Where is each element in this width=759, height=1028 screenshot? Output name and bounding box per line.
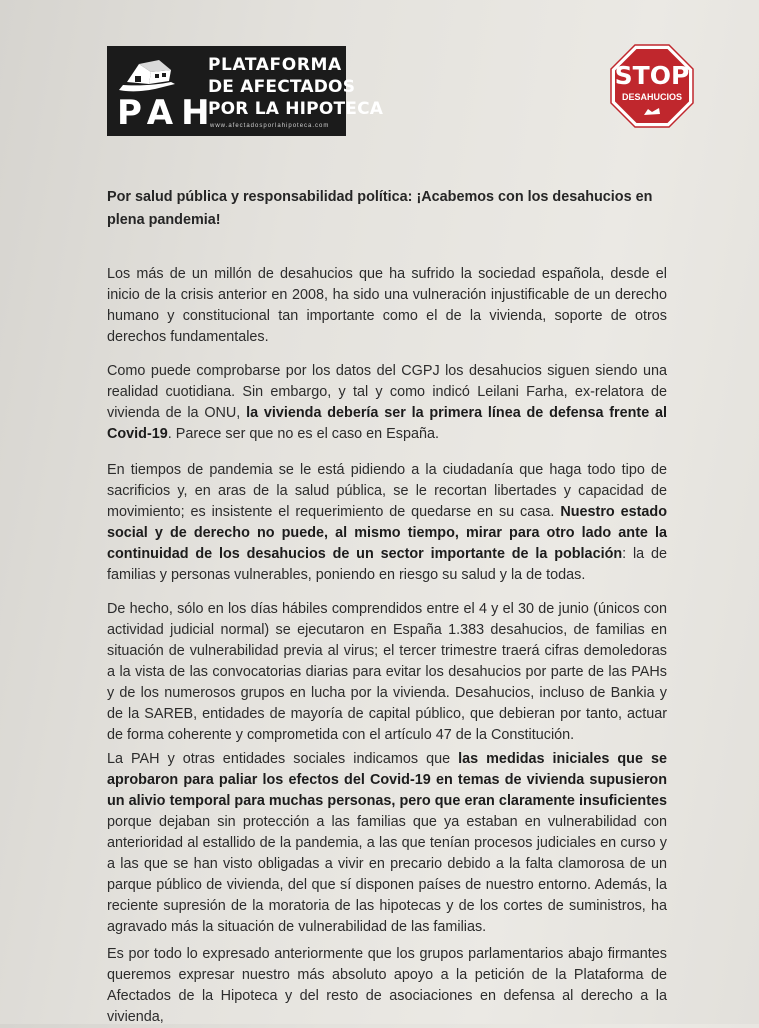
paragraph-3 — [107, 460, 667, 586]
paragraph-3-text-a: En tiempos de pandemia se le está pidiendo a la ciudadanía que haga todo tipo de sacrificios y, en aras de la salud pública, se le recortan libertades y capacidad de movimiento; es insistente el requerimiento de quedarse en su casa. — [107, 462, 667, 520]
logo-line-1: PLATAFORMA — [208, 55, 342, 75]
paragraph-2-text-c: . Parece ser que no es el caso en España. — [167, 426, 439, 442]
paragraph-3-bold: Nuestro estado social y de derecho no puede, al mismo tiempo, mirar para otro lado ante la continuidad de los desahucios de un sector importante de la población — [107, 504, 667, 562]
paragraph-6: Es por todo lo expresado anteriormente que los grupos parlamentarios abajo firmantes queremos expresar nuestro más absoluto apoyo a la petición de la Plataforma de Afectados de la Hipoteca y del resto de asociaciones en defensa al derecho a la vivienda, — [107, 946, 667, 1025]
logo-line-3: POR LA HIPOTECA — [208, 99, 384, 119]
paragraph-5-text-a: La PAH y otras entidades sociales indicamos que — [107, 751, 459, 767]
paragraph-5-bold: las medidas iniciales que se aprobaron para paliar los efectos del Covid-19 en temas de vivienda supusieron un alivio temporal para muchas personas, pero que eran claramente insuficientes — [107, 751, 667, 809]
paragraph-5 — [107, 749, 667, 938]
stop-desahucios-sign — [610, 44, 694, 128]
paragraph-4: De hecho, sólo en los días hábiles comprendidos entre el 4 y el 30 de junio (únicos con actividad judicial normal) se ejecutaron en España 1.383 desahucios, de familias en situación de vulnerabilidad previa al virus; el tercer trimestre traerá cifras demoledoras a la vista de las convocatorias diarias para evitar los desahucios por parte de las PAHs y de los numerosos grupos en lucha por la vivienda. Desahucios, incluso de Bankia y de la SAREB, entidades de mayoría de capital público, que debieran por tanto, actuar de forma coherente y comprometida con el artículo 47 de la Constitución. — [107, 601, 667, 743]
paragraph-1: Los más de un millón de desahucios que ha sufrido la sociedad española, desde el inicio de la crisis anterior en 2008, ha sido una vulneración injustificable de un derecho humano y constitucional tan importante como el de la vivienda, soporte de otros derechos fundamentales. — [107, 266, 667, 345]
document-title: Por salud pública y responsabilidad política: ¡Acabemos con los desahucios en plena pandemia! — [107, 189, 653, 228]
pah-logo — [107, 46, 384, 136]
paragraph-5-text-c: porque dejaban sin protección a las familias que ya estaban en vulnerabilidad con anterioridad al estallido de la pandemia, a las que tenían procesos judiciales en curso y a las que se han visto obligadas a vivir en precario debido a la falta clamorosa de un parque público de vivienda, del que sí disponen países de nuestro entorno. Además, la reciente supresión de la moratoria de las hipotecas y de los cortes de suministros, ha agravado más la situación de vulnerabilidad de las familias. — [107, 814, 667, 935]
paragraph-2-bold: la vivienda debería ser la primera línea de defensa frente al Covid-19 — [107, 405, 667, 442]
logo-line-2: DE AFECTADOS — [208, 77, 356, 97]
paragraph-3-text-c: : la de familias y personas vulnerables, poniendo en riesgo su salud y la de todas. — [107, 546, 667, 583]
stop-subtitle: DESAHUCIOS — [621, 92, 682, 102]
logo-acronym: PAH — [117, 93, 218, 133]
house-logo-icon — [115, 54, 187, 96]
paragraph-2-text-a: Como puede comprobarse por los datos del CGPJ los desahucios siguen siendo una realidad cuotidiana. Sin embargo, y tal y como indicó Leilani Farha, ex-relatora de vivienda de la ONU, — [107, 363, 667, 421]
logo-url: www.afectadosporlahipoteca.com — [210, 123, 330, 129]
stop-word: STOP — [614, 61, 690, 90]
mini-house-icon — [643, 106, 661, 116]
paragraph-2 — [107, 361, 667, 445]
